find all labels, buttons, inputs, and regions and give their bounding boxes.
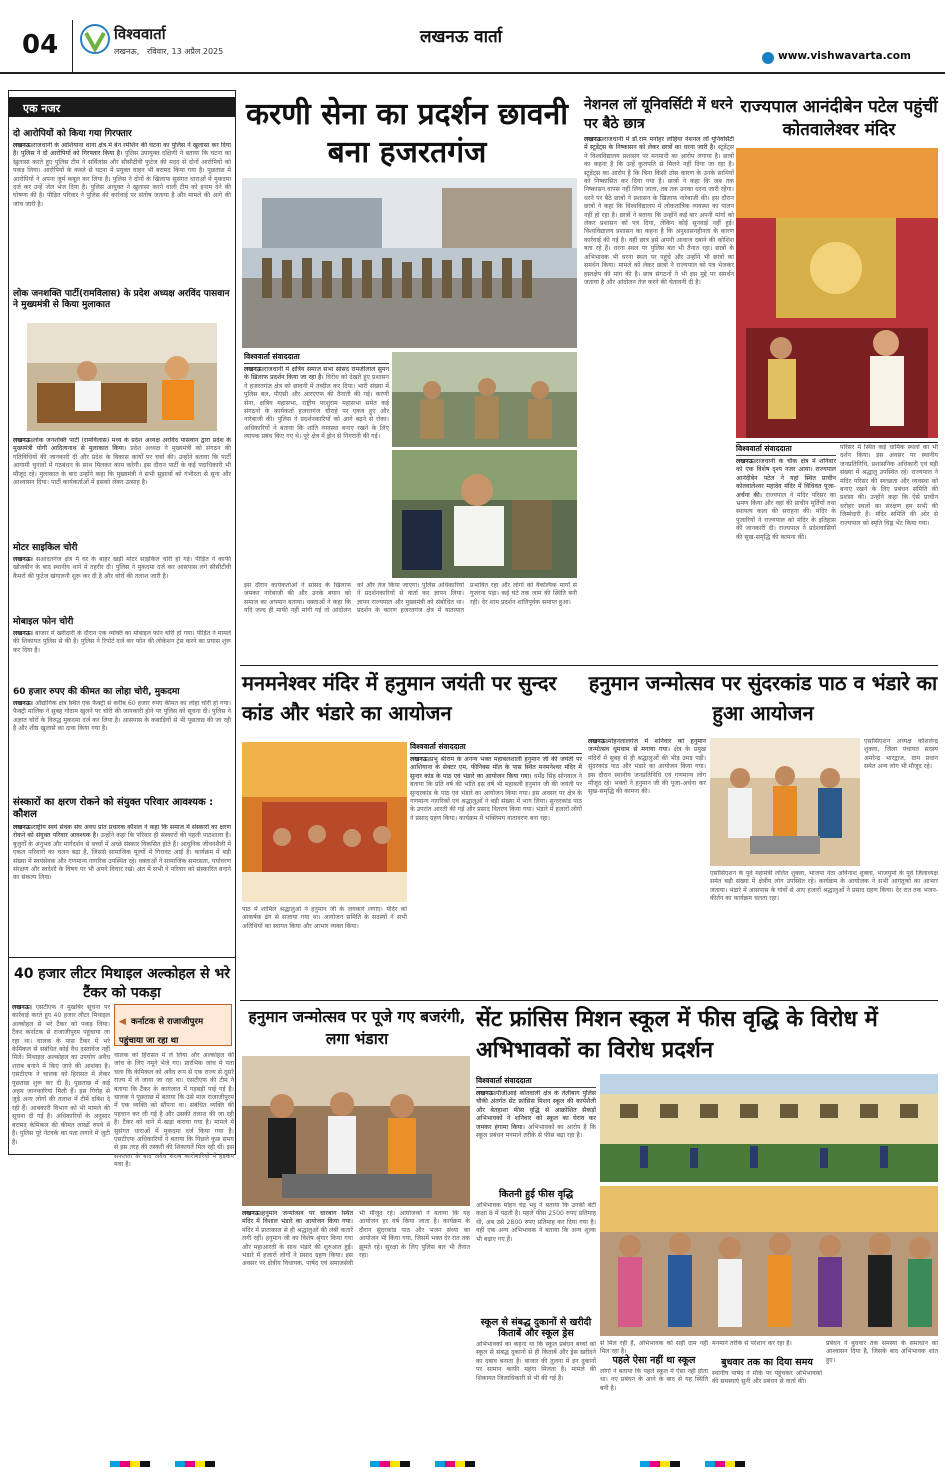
story-1-photo-officers xyxy=(392,352,577,447)
brief-4: मोबाइल फोन चोरी लखनऊ। बाजार में खरीदारी के दौरान एक व्यक्ति का मोबाइल फोन चोरी हो गया। पीड़ित ने मामले की शिकायत पुलिस से की है। पुलिस ने रिपोर्ट दर्ज कर फोन की लोकेशन ट्रेस करने का प्रयास शुरू कर दिया है। xyxy=(13,617,231,654)
website-globe-icon xyxy=(762,52,774,64)
story-7-photo-school xyxy=(600,1074,938,1182)
masthead-divider xyxy=(0,72,945,74)
brief-6-headline: संस्कारों का क्षरण रोकने को संयुक्त परिवार आवश्यक : कौशल xyxy=(13,797,214,820)
brief-7 xyxy=(13,965,231,1003)
color-register-marks-left xyxy=(110,1452,215,1471)
brief-7-callout: ◀ कर्नाटक से राजाजीपुरम पहुंचाया जा रहा था xyxy=(114,1004,232,1046)
brief-6: संस्कारों का क्षरण रोकने को संयुक्त परिवार आवश्यक : कौशल लखनऊ।राष्ट्रीय स्वयं सेवक संघ अवध प्रांत प्रचारक कौशल ने कहा कि समाज में संस्कारों का क्षरण रोकने को संयुक्त परिवार आवश्यक है। उन्होंने कहा कि परिवार ही संस्कारों की पहली पाठशाला है। बुजुर्गों के अनुभव और मार्गदर्शन से बच्चों में अच्छे संस्कार विकसित होते हैं। आधुनिक जीवनशैली में एकल परिवारों का चलन बढ़ा है, जिससे सामाजिक मूल्यों में गिरावट आई है। कार्यक्रम में बड़ी संख्या में स्वयंसेवक और गणमान्य नागरिक उपस्थित रहे। वक्ताओं ने सामाजिक समरसता, पर्यावरण संरक्षण और स्वदेशी के विषय पर भी अपने विचार रखे। अंत में सभी ने परिवार को संस्कारित बनाने का संकल्प लिया। xyxy=(13,797,231,882)
story-7-photo-parents xyxy=(600,1186,938,1336)
brief-3-headline: मोटर साइकिल चोरी xyxy=(13,543,78,553)
brief-4-headline: मोबाइल फोन चोरी xyxy=(13,617,74,627)
vishwavarta-logo-icon xyxy=(80,24,110,54)
story-7-headline: सेंट फ्रांसिस मिशन स्कूल में फीस वृद्धि के विरोध में अभिभावकों का विरोध प्रदर्शन xyxy=(476,1007,878,1063)
story-4-headline: मनमनेश्वर मंदिर में हनुमान जयंती पर सुन्दर कांड और भंडारे का आयोजन xyxy=(242,671,557,725)
brief-5: 60 हजार रुपए की कीमत का लोहा चोरी, मुकदमा लखनऊ। औद्योगिक क्षेत्र स्थित एक फैक्ट्री से करीब 60 हजार रुपए कीमत का लोहा चोरी हो गया। फैक्ट्री मालिक ने सुबह गोदाम खुलने पर चोरी की जानकारी होने पर पुलिस को सूचना दी। पुलिस ने अज्ञात चोरों के विरुद्ध मुकदमा दर्ज कर लिया है। आसपास के कबाड़ियों से भी पूछताछ की जा रही है और शीघ्र खुलासे का दावा किया गया है। xyxy=(13,687,231,733)
left-column: एक नजर दो आरोपियों को किया गया गिरफ्तार लखनऊ।राजधानी के आशियाना थाना क्षेत्र में बेन रमेशिन की घटना का पुलिस ने खुलासा कर दिया है। पुलिस ने दो आरोपियों को गिरफ्तार किया है। पुलिस उपायुक्त दक्षिणी ने बताया कि घटना का खुलासा करते हुए पुलिस टीम ने सर्विलांस और सीसीटीवी फुटेज की मदद से दोनों आरोपियों को पकड़ लिया। आरोपियों के कब्जे से घटना में प्रयुक्त वाहन भी बरामद किया गया है। पूछताछ में आरोपियों ने अपना जुर्म कबूल कर लिया है। पुलिस ने दोनों के खिलाफ सुसंगत धाराओं में मुकदमा दर्ज कर उन्हें जेल भेज दिया है। पुलिस आयुक्त ने खुलासा करने वाली टीम को इनाम देने की घोषणा की है। पीड़ित परिवार ने पुलिस की कार्रवाई पर संतोष जताया है और मामले की आगे की जांच जारी है। लोक जनशक्ति पार्टी(रामविलास) के प्रदेश अध्यक्ष अरविंद पासवान ने मुख्यमंत्री से किया मुलाकात लखनऊ।लोक जनशक्ति पार्टी (रामविलास) मध्य के प्रदेश अध्यक्ष अरविंद पासवान द्वारा प्रदेश के मुख्यमंत्री योगी आदित्यनाथ से मुलाकात किया। प्रदेश अध्यक्ष ने मुख्यमंत्री को संगठन की गतिविधियों की जानकारी दी और प्रदेश के विकास कार्यों पर चर्चा की। उन्होंने बताया कि पार्टी आगामी चुनावों में गठबंधन के साथ मिलकर काम करेगी। इस दौरान पार्टी के कई पदाधिकारी भी मौजूद रहे। मुलाकात के बाद उन्होंने कहा कि मुख्यमंत्री ने सभी सुझावों को गंभीरता से सुना और आश्वासन दिया। पार्टी कार्यकर्ताओं में इसको लेकर उत्साह है। मोटर साइकिल चोरी लखनऊ। सआदतगंज क्षेत्र में घर के बाहर खड़ी मोटर साइकिल चोरी हो गई। पीड़ित ने काफी खोजबीन के बाद स्थानीय थाने में तहरीर दी। पुलिस ने मुकदमा दर्ज कर आसपास लगे सीसीटीवी कैमरों की फुटेज खंगालनी शुरू कर दी है और चोरों की तलाश जारी है। मोबाइल फोन चोरी लखनऊ। बाजार में खरीदारी के दौरान एक व्यक्ति का मोबाइल फोन चोरी हो गया। पीड़ित ने मामले की शिकायत पुलिस से की है। पुलिस ने रिपोर्ट दर्ज कर फोन की लोकेशन ट्रेस करने का प्रयास शुरू कर दिया है। 60 हजार रुपए की कीमत का लोहा चोरी, मुकदमा लखनऊ। औद्योगिक क्षेत्र स्थित एक फैक्ट्री से करीब 60 हजार रुपए कीमत का लोहा चोरी हो गया। फैक्ट्री मालिक ने सुबह गोदाम खुलने पर चोरी की जानकारी होने पर पुलिस को सूचना दी। पुलिस ने अज्ञात चोरों के विरुद्ध मुकदमा दर्ज कर लिया है। आसपास के कबाड़ियों से भी पूछताछ की जा रही है और शीघ्र खुलासे का दावा किया गया है। संस्कारों का क्षरण रोकने को संयुक्त परिवार आवश्यक : कौशल लखनऊ।राष्ट्रीय स्वयं सेवक संघ अवध प्रांत प्रचारक कौशल ने कहा कि समाज में संस्कारों का क्षरण रोकने को संयुक्त परिवार आवश्यक है। उन्होंने कहा कि परिवार ही संस्कारों की पहली पाठशाला है। बुजुर्गों के अनुभव और मार्गदर्शन से बच्चों में अच्छे संस्कार विकसित होते हैं। आधुनिक जीवनशैली में एकल परिवारों का चलन बढ़ा है, जिससे सामाजिक मूल्यों में गिरावट आई है। कार्यक्रम में बड़ी संख्या में स्वयंसेवक और गणमान्य नागरिक उपस्थित रहे। वक्ताओं ने सामाजिक समरसता, पर्यावरण संरक्षण और स्वदेशी के विषय पर भी अपने विचार रखे। अंत में सभी ने परिवार को संस्कारित बनाने का संकल्प लिया। 40 हजार लीटर मिथाइल अल्कोहल से भरे टैंकर को पकड़ा xyxy=(8,90,236,1155)
masthead xyxy=(0,0,945,90)
brand-logo xyxy=(80,24,110,54)
brief-2-headline: लोक जनशक्ति पार्टी(रामविलास) के प्रदेश अध्यक्ष अरविंद पासवान ने मुख्यमंत्री से किया मुलाकात xyxy=(13,289,230,310)
story-1-photo-protester xyxy=(392,450,577,578)
story-7-subhead-4: बुधवार तक का दिया समय xyxy=(721,1357,813,1368)
brief-7-headline: 40 हजार लीटर मिथाइल अल्कोहल से भरे टैंकर को पकड़ा xyxy=(13,966,231,1001)
story-1-photo-police xyxy=(242,178,577,348)
story-6-photo-bhandara xyxy=(242,1056,470,1206)
brief-7-body: लखनऊ। एसटीएफ ने मुखबिर सूचना पर कार्रवाई करते हुए 40 हजार लीटर मिथाइल अल्कोहल से भरे टैंकर को पकड़ लिया। टैंकर कर्नाटक से राजाजीपुरम पहुंचाया जा रहा था। चालक के पास टैंकर में भरे केमिकल से संबंधित कोई वैध दस्तावेज नहीं मिले। मिथाइल अल्कोहल का उपयोग अवैध शराब बनाने में किए जाने की आशंका है। एसटीएफ ने चालक को हिरासत में लेकर पूछताछ शुरू कर दी है। पूछताछ में कई अहम जानकारियां मिली हैं। इस गिरोह से जुड़े अन्य लोगों की तलाश में टीमें दबिश दे रही हैं। आबकारी विभाग को भी मामले की सूचना दी गई है। अधिकारियों के अनुसार बरामद केमिकल की कीमत लाखों रुपये में है। पुलिस पूरे नेटवर्क का पता लगाने में जुटी है। xyxy=(12,1004,110,1146)
brief-1: दो आरोपियों को किया गया गिरफ्तार लखनऊ।राजधानी के आशियाना थाना क्षेत्र में बेन रमेशिन की घटना का पुलिस ने खुलासा कर दिया है। पुलिस ने दो आरोपियों को गिरफ्तार किया है। पुलिस उपायुक्त दक्षिणी ने बताया कि घटना का खुलासा करते हुए पुलिस टीम ने सर्विलांस और सीसीटीवी फुटेज की मदद से दोनों आरोपियों को पकड़ लिया। आरोपियों के कब्जे से घटना में प्रयुक्त वाहन भी बरामद किया गया है। पूछताछ में आरोपियों ने अपना जुर्म कबूल कर लिया है। पुलिस ने दोनों के खिलाफ सुसंगत धाराओं में मुकदमा दर्ज कर उन्हें जेल भेज दिया है। पुलिस आयुक्त ने खुलासा करने वाली टीम को इनाम देने की घोषणा की है। पीड़ित परिवार ने पुलिस की कार्रवाई पर संतोष जताया है और मामले की आगे की जांच जारी है। xyxy=(13,129,231,208)
section-title: लखनऊ वार्ता xyxy=(420,27,503,47)
brief-3: मोटर साइकिल चोरी लखनऊ। सआदतगंज क्षेत्र में घर के बाहर खड़ी मोटर साइकिल चोरी हो गई। पीड़ित ने काफी खोजबीन के बाद स्थानीय थाने में तहरीर दी। पुलिस ने मुकदमा दर्ज कर आसपास लगे सीसीटीवी कैमरों की फुटेज खंगालनी शुरू कर दी है और चोरों की तलाश जारी है। xyxy=(13,543,231,580)
brief-2 xyxy=(13,289,231,311)
story-2-headline: नेशनल लॉ यूनिवर्सिटी में धरने पर बैठे छात्र xyxy=(584,97,733,132)
story-7-subhead-1: कितनी हुई फीस वृद्धि xyxy=(498,1189,574,1200)
story-1-headline: करणी सेना का प्रदर्शन छावनी बना हजरतगंज xyxy=(245,97,568,170)
color-register-marks-center xyxy=(370,1452,475,1471)
brief-1-headline: दो आरोपियों को किया गया गिरफ्तार xyxy=(13,129,132,139)
story-3-photo-temple xyxy=(736,148,938,438)
story-5-headline: हनुमान जन्मोत्सव पर सुंदरकांड पाठ व भंडारे का हुआ आयोजन xyxy=(588,671,938,725)
issue-dateline: लखनऊ, रविवार, 13 अप्रैल 2025 xyxy=(114,47,224,56)
brief-2-photo xyxy=(27,323,217,431)
story-6-headline: हनुमान जन्मोत्सव पर पूजे गए बजरंगी, लगा भंडारा xyxy=(248,1008,466,1048)
color-register-marks-right xyxy=(640,1452,745,1471)
story-4-photo-puja xyxy=(242,742,407,902)
brand-name: विश्ववार्ता xyxy=(114,25,166,43)
brief-5-headline: 60 हजार रुपए की कीमत का लोहा चोरी, मुकदमा xyxy=(13,687,180,697)
box-title: एक नजर xyxy=(9,97,235,117)
story-1-bureau: विश्ववार्ता संवाददाता लखनऊ।राजधानी में क्षत्रिय समाज सभा सांसद रामजीलाल सुमन के खिलाफ प्रदर्शन किया जा रहा है। विरोध को देखते हुए प्रशासन ने हजरतगंज क्षेत्र को छावनी में तब्दील कर दिया। भारी संख्या में पुलिस बल, पीएसी और आरएएफ की तैनाती की गई। करणी सेना, क्षत्रिय महासभा, राष्ट्रीय परशुराम महासभा समेत कई संगठनों के कार्यकर्ता हजरतगंज चौराहे पर एकत्र हुए और नारेबाजी की। पुलिस ने प्रदर्शनकारियों को आगे बढ़ने से रोका। अधिकारियों ने बताया कि शांति व्यवस्था बनाए रखने के लिए व्यापक प्रबंध किए गए थे। पूरे क्षेत्र में ड्रोन से निगरानी की गई। xyxy=(244,352,389,441)
story-7-subhead-2: स्कूल से संबद्ध दुकानों से खरीदी किताबें और स्कूल ड्रेस xyxy=(480,1317,592,1339)
story-7-subhead-3: पहले ऐसा नहीं था स्कूल xyxy=(612,1355,696,1366)
story-5-photo-prasad xyxy=(710,738,860,866)
website-url[interactable]: www.vishwavarta.com xyxy=(778,50,911,62)
callout-arrow-icon: ◀ xyxy=(119,1017,126,1027)
page-number: 04 xyxy=(22,30,59,60)
story-3-headline: राज्यपाल आनंदीबेन पटेल पहुंचीं कोतवालेश्वर मंदिर xyxy=(740,97,938,140)
